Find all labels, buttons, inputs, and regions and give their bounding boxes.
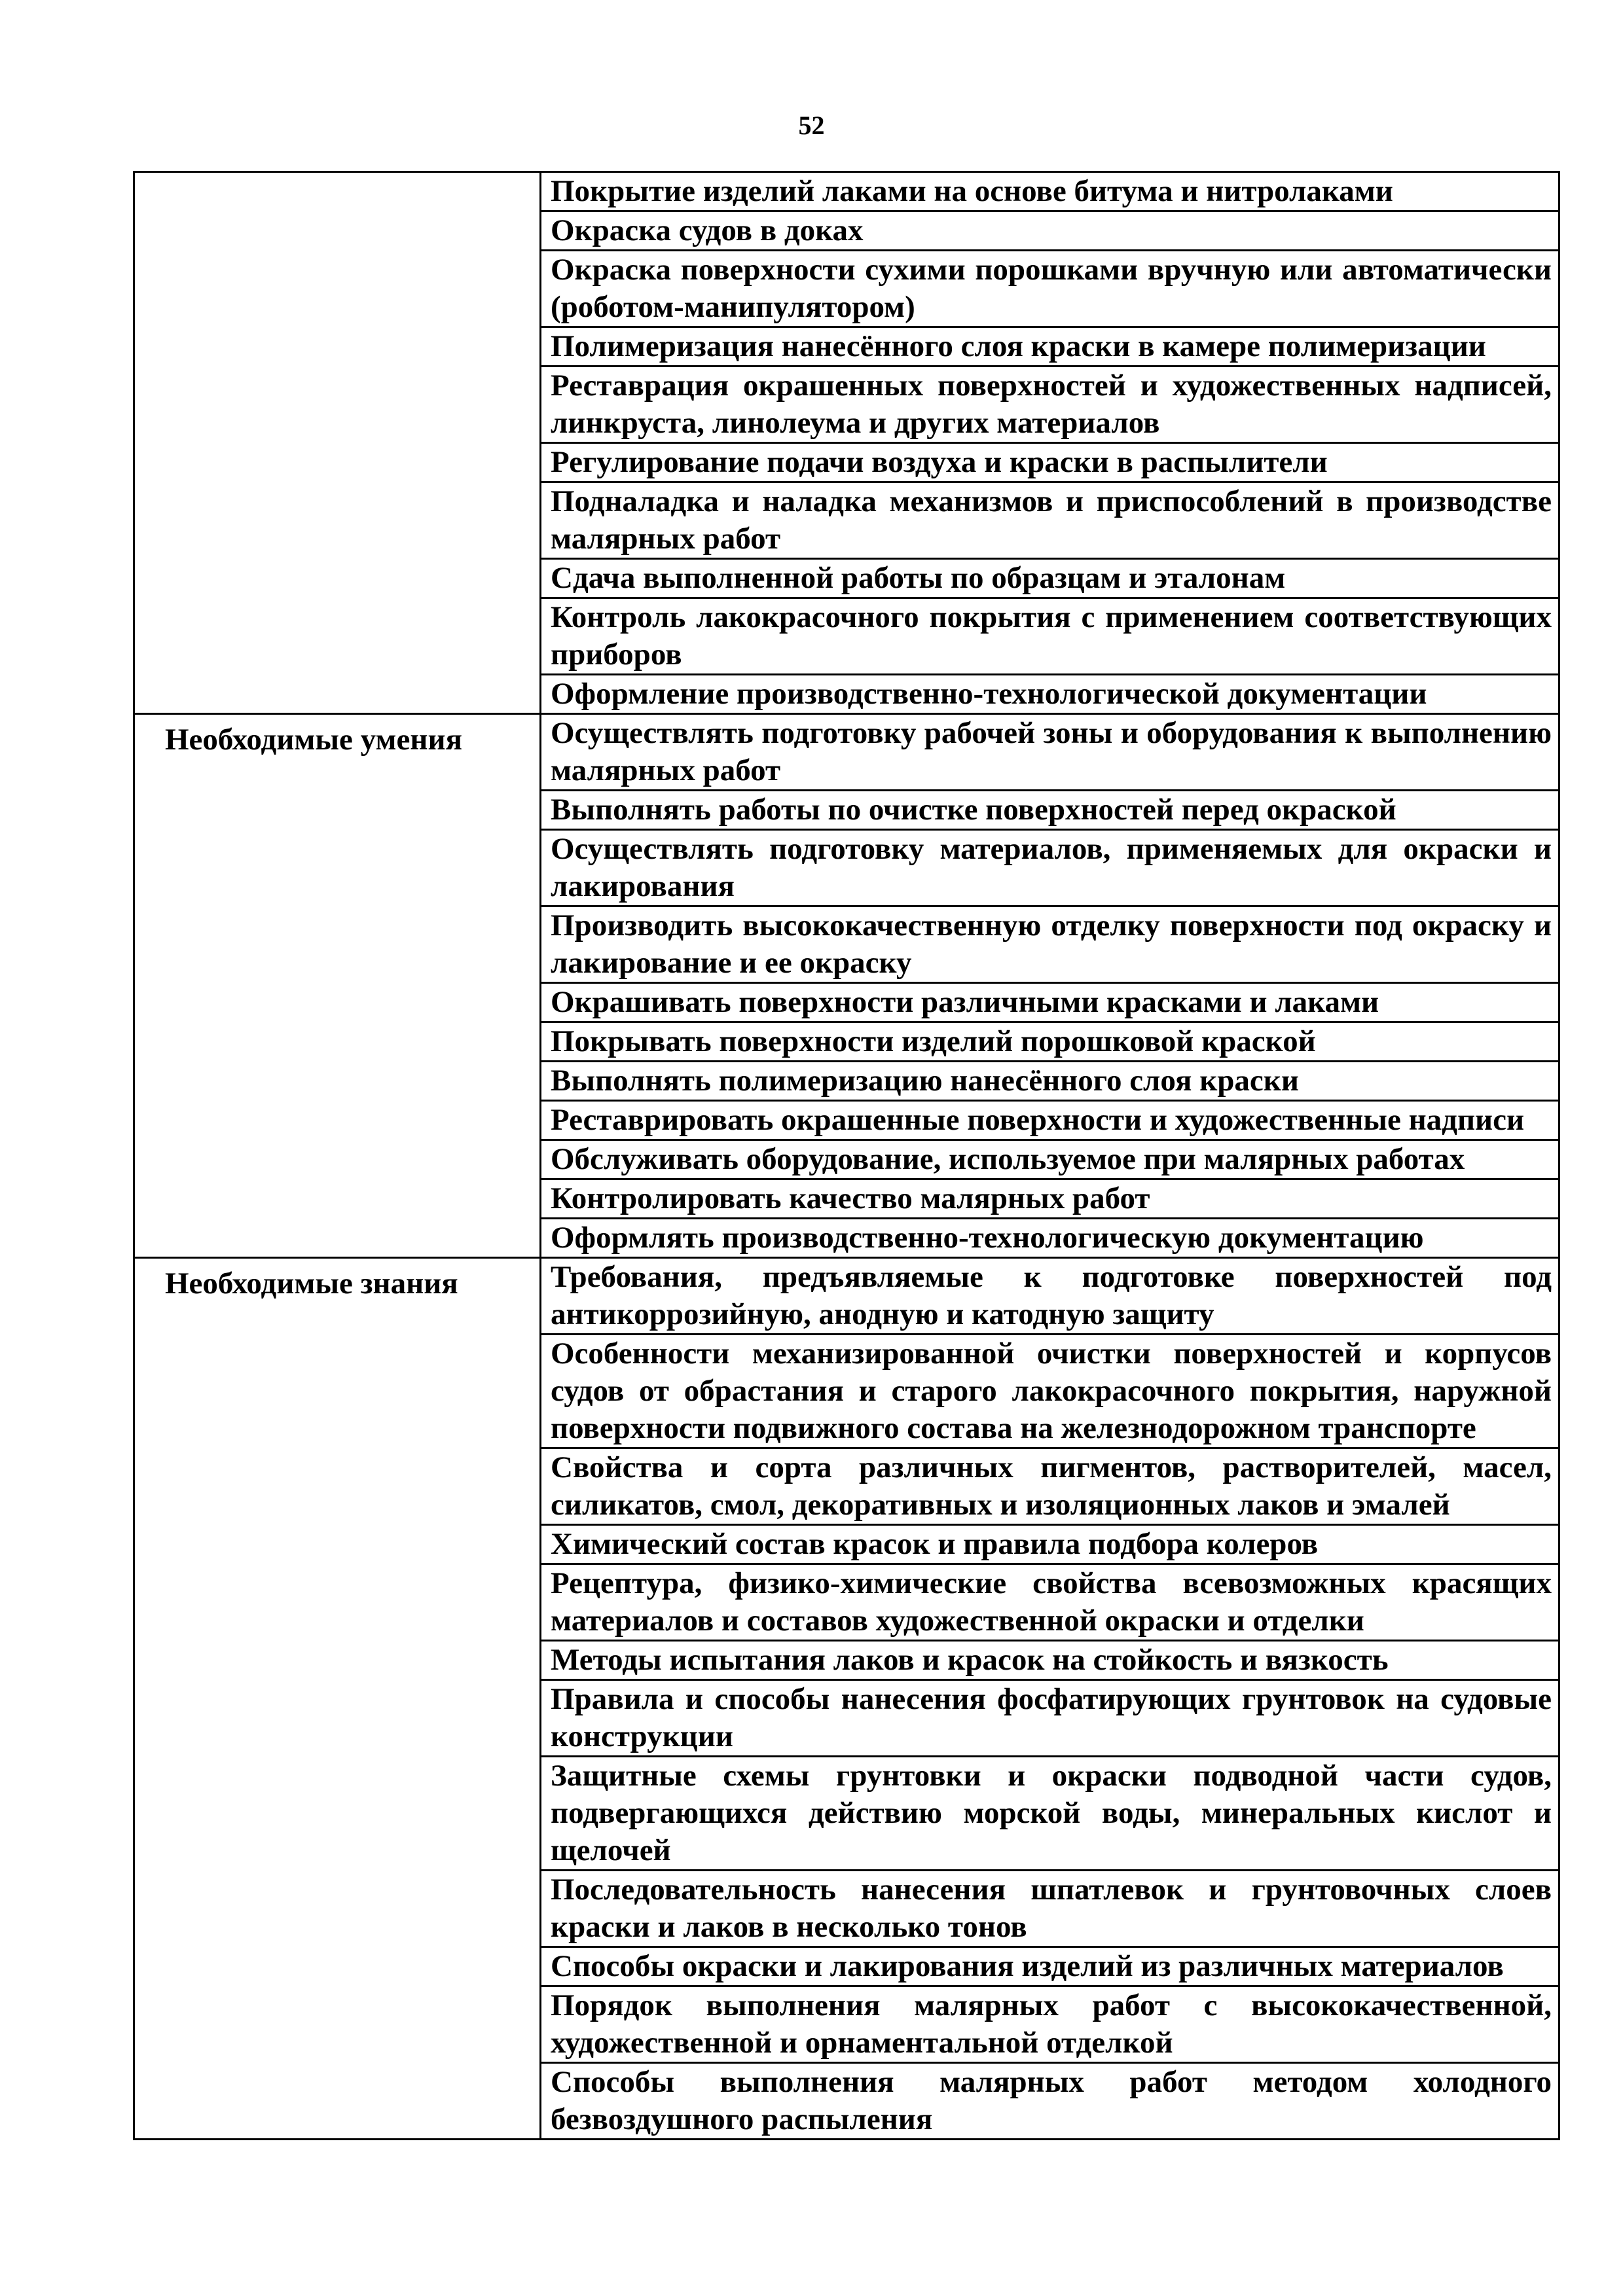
table-cell-item: Особенности механизированной очистки поверхностей и корпусов судов от обрастания и старого лакокрасочного покрытия, наружной поверхности подвижного состава на железнодорожном транспорте — [541, 1335, 1559, 1448]
table-row — [134, 1258, 1559, 1335]
table-cell-item: Защитные схемы грунтовки и окраски подводной части судов, подвергающихся действию морской воды, минеральных кислот и щелочей — [541, 1757, 1559, 1871]
table-cell-item: Покрытие изделий лаками на основе битума и нитролаками — [541, 172, 1559, 211]
table-cell-item: Полимеризация нанесённого слоя краски в камере полимеризации — [541, 327, 1559, 367]
section-label: Необходимые умения — [134, 714, 541, 1258]
table-cell-item: Способы окраски и лакирования изделий из различных материалов — [541, 1947, 1559, 1986]
table-cell-item: Окраска поверхности сухими порошками вручную или автоматически (роботом-манипулятором) — [541, 251, 1559, 327]
table-cell-item: Последовательность нанесения шпатлевок и грунтовочных слоев краски и лаков в несколько тонов — [541, 1871, 1559, 1947]
table-cell-item: Порядок выполнения малярных работ с высококачественной, художественной и орнаментальной отделкой — [541, 1986, 1559, 2063]
section-label — [134, 172, 541, 714]
competency-table — [133, 171, 1560, 2140]
table-row — [134, 172, 1559, 211]
competency-table-body — [134, 172, 1559, 2140]
table-cell-item: Покрывать поверхности изделий порошковой краской — [541, 1022, 1559, 1062]
table-cell-item: Химический состав красок и правила подбора колеров — [541, 1525, 1559, 1564]
table-cell-item: Регулирование подачи воздуха и краски в распылители — [541, 443, 1559, 482]
table-cell-item: Подналадка и наладка механизмов и приспособлений в производстве малярных работ — [541, 482, 1559, 559]
table-cell-item: Оформление производственно-технологической документации — [541, 675, 1559, 714]
table-cell-item: Требования, предъявляемые к подготовке поверхностей под антикоррозийную, анодную и катодную защиту — [541, 1258, 1559, 1335]
table-cell-item: Осуществлять подготовку рабочей зоны и оборудования к выполнению малярных работ — [541, 714, 1559, 791]
table-cell-item: Правила и способы нанесения фосфатирующих грунтовок на судовые конструкции — [541, 1680, 1559, 1757]
table-cell-item: Контролировать качество малярных работ — [541, 1179, 1559, 1219]
table-cell-item: Обслуживать оборудование, используемое при малярных работах — [541, 1140, 1559, 1179]
table-cell-item: Реставрация окрашенных поверхностей и художественных надписей, линкруста, линолеума и других материалов — [541, 367, 1559, 443]
table-cell-item: Способы выполнения малярных работ методом холодного безвоздушного распыления — [541, 2063, 1559, 2140]
table-cell-item: Окраска судов в доках — [541, 211, 1559, 251]
section-label: Необходимые знания — [134, 1258, 541, 2140]
table-cell-item: Методы испытания лаков и красок на стойкость и вязкость — [541, 1641, 1559, 1680]
table-cell-item: Производить высококачественную отделку поверхности под окраску и лакирование и ее окраску — [541, 906, 1559, 983]
table-cell-item: Реставрировать окрашенные поверхности и художественные надписи — [541, 1101, 1559, 1140]
table-cell-item: Выполнять полимеризацию нанесённого слоя краски — [541, 1062, 1559, 1101]
table-cell-item: Сдача выполненной работы по образцам и эталонам — [541, 559, 1559, 598]
table-cell-item: Окрашивать поверхности различными красками и лаками — [541, 983, 1559, 1022]
table-cell-item: Контроль лакокрасочного покрытия с применением соответствующих приборов — [541, 598, 1559, 675]
table-cell-item: Рецептура, физико-химические свойства всевозможных красящих материалов и составов художественной окраски и отделки — [541, 1564, 1559, 1641]
table-row — [134, 714, 1559, 791]
table-cell-item: Выполнять работы по очистке поверхностей перед окраской — [541, 791, 1559, 830]
table-cell-item: Оформлять производственно-технологическую документацию — [541, 1219, 1559, 1258]
table-cell-item: Осуществлять подготовку материалов, применяемых для окраски и лакирования — [541, 830, 1559, 906]
page-number: 52 — [798, 111, 825, 140]
table-cell-item: Свойства и сорта различных пигментов, растворителей, масел, силикатов, смол, декоративных и изоляционных лаков и эмалей — [541, 1448, 1559, 1525]
